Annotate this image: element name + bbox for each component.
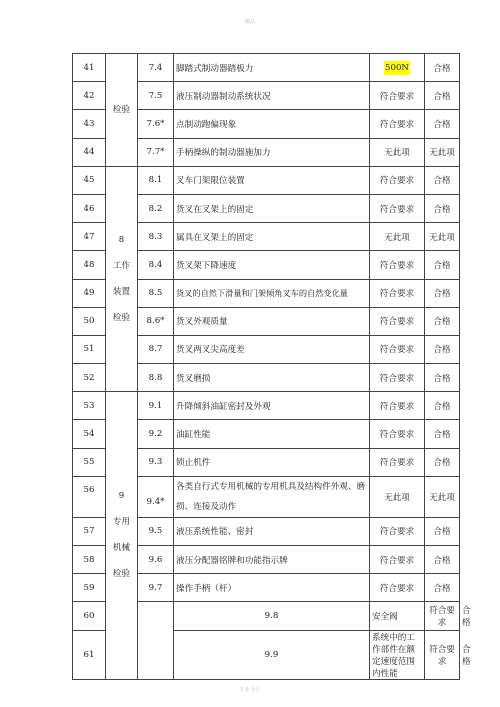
row-number: 53 xyxy=(73,392,106,420)
row-number: 48 xyxy=(73,251,106,279)
table-row xyxy=(73,392,460,420)
row-number: 47 xyxy=(73,223,106,251)
table-row xyxy=(73,166,460,194)
row-number: 49 xyxy=(73,279,106,307)
item-code: 9.2 xyxy=(138,420,174,448)
requirement-cell: 符合要求 xyxy=(370,166,425,194)
item-code: 8.6* xyxy=(138,307,174,335)
requirement-cell: 符合要求 xyxy=(370,448,425,476)
item-name: 液压制动器制动系统状况 xyxy=(174,82,370,110)
requirement-cell: 符合要求 xyxy=(370,335,425,363)
item-name: 锁止机件 xyxy=(174,448,370,476)
item-name: 货叉在叉架上的固定 xyxy=(174,194,370,222)
result-cell: 合格 xyxy=(425,364,460,392)
row-number: 51 xyxy=(73,335,106,363)
requirement-value-highlighted: 500N xyxy=(385,62,409,73)
category-label: 检验 xyxy=(112,104,131,115)
row-number: 41 xyxy=(73,54,106,82)
result-cell: 合格 xyxy=(425,392,460,420)
requirement-cell: 符合要求 xyxy=(370,517,425,545)
item-code: 7.7* xyxy=(138,138,174,166)
result-cell: 合格 xyxy=(425,546,460,574)
row-number: 43 xyxy=(73,110,106,138)
requirement-cell: 符合要求 xyxy=(370,194,425,222)
item-code: 8.5 xyxy=(138,279,174,307)
result-cell: 合格 xyxy=(425,54,460,82)
requirement-cell: 符合要求 xyxy=(370,574,425,602)
requirement-cell: 符合要求 xyxy=(370,420,425,448)
row-number: 52 xyxy=(73,364,106,392)
row-number: 59 xyxy=(73,574,106,602)
row-number: 44 xyxy=(73,138,106,166)
requirement-cell: 符合要求 xyxy=(425,602,460,630)
item-code: 7.5 xyxy=(138,82,174,110)
item-name: 货叉的自然下滑量和门架倾角叉车的自然变化量 xyxy=(174,279,370,307)
page-header-text: 精品 xyxy=(244,19,255,25)
item-name: 系统中的工作部件在额定速度范围内性能 xyxy=(370,630,425,679)
result-cell: 无此项 xyxy=(425,223,460,251)
row-number: 61 xyxy=(73,630,106,679)
item-code: 9.3 xyxy=(138,448,174,476)
requirement-cell: 符合要求 xyxy=(370,307,425,335)
result-cell: 合格 xyxy=(425,279,460,307)
row-number: 45 xyxy=(73,166,106,194)
requirement-cell xyxy=(370,54,425,82)
item-name: 货叉磨损 xyxy=(174,364,370,392)
page-footer-text: 专业 专注 xyxy=(239,687,261,693)
item-name: 叉车门架限位装置 xyxy=(174,166,370,194)
result-cell: 无此项 xyxy=(425,476,460,517)
result-cell: 合格 xyxy=(425,307,460,335)
item-code: 9.1 xyxy=(138,392,174,420)
item-name: 货叉外观质量 xyxy=(174,307,370,335)
item-name: 各类自行式专用机械的专用机具及结构件外观、磨损、连接及动作 xyxy=(174,476,370,517)
item-code: 9.8 xyxy=(174,602,370,630)
result-cell: 合格 xyxy=(425,110,460,138)
result-cell: 合格 xyxy=(425,448,460,476)
category-label: 8 工作 装置 检验 xyxy=(112,235,131,323)
result-cell: 无此项 xyxy=(425,138,460,166)
category-label: 9 专用 机械 检验 xyxy=(112,491,131,580)
result-cell: 合格 xyxy=(425,517,460,545)
requirement-cell: 无此项 xyxy=(370,138,425,166)
item-code: 8.7 xyxy=(138,335,174,363)
item-name: 升降倾斜油缸密封及外观 xyxy=(174,392,370,420)
item-code: 9.6 xyxy=(138,546,174,574)
requirement-cell: 符合要求 xyxy=(370,251,425,279)
requirement-cell: 符合要求 xyxy=(370,110,425,138)
item-code: 8.8 xyxy=(138,364,174,392)
row-number: 57 xyxy=(73,517,106,545)
table-row: 60 9.8 安全阀 符合要求 合格 xyxy=(73,602,460,630)
row-number: 50 xyxy=(73,307,106,335)
item-code: 8.2 xyxy=(138,194,174,222)
result-cell: 合格 xyxy=(425,166,460,194)
item-code: 9.9 xyxy=(174,630,370,679)
table-row: 61 9.9 系统中的工作部件在额定速度范围内性能 符合要求 合格 xyxy=(73,630,460,679)
item-name: 货叉架下降速度 xyxy=(174,251,370,279)
item-code: 8.4 xyxy=(138,251,174,279)
item-name: 安全阀 xyxy=(370,602,425,630)
inspection-table xyxy=(72,53,471,680)
requirement-cell: 符合要求 xyxy=(370,546,425,574)
result-cell: 合格 xyxy=(425,574,460,602)
result-cell: 合格 xyxy=(425,82,460,110)
item-name: 操作手柄（杆） xyxy=(174,574,370,602)
requirement-cell: 符合要求 xyxy=(370,392,425,420)
result-cell: 合格 xyxy=(425,420,460,448)
result-cell: 合格 xyxy=(425,251,460,279)
result-cell: 合格 xyxy=(425,194,460,222)
result-cell: 合格 xyxy=(425,335,460,363)
row-number: 55 xyxy=(73,448,106,476)
item-code: 8.3 xyxy=(138,223,174,251)
item-code: 9.7 xyxy=(138,574,174,602)
requirement-cell: 符合要求 xyxy=(370,279,425,307)
item-name: 货叉两叉尖高度差 xyxy=(174,335,370,363)
row-number: 60 xyxy=(73,602,106,630)
item-name: 手柄操纵的制动器施加力 xyxy=(174,138,370,166)
requirement-cell: 无此项 xyxy=(370,476,425,517)
row-number: 42 xyxy=(73,82,106,110)
requirement-cell: 符合要求 xyxy=(425,630,460,679)
item-name: 点制动跑偏现象 xyxy=(174,110,370,138)
item-name: 油缸性能 xyxy=(174,420,370,448)
category-cell xyxy=(106,54,138,167)
item-name: 液压分配器铭牌和功能指示牌 xyxy=(174,546,370,574)
row-number: 56 xyxy=(73,476,106,517)
row-number: 58 xyxy=(73,546,106,574)
row-number: 46 xyxy=(73,194,106,222)
category-cell xyxy=(106,392,138,679)
item-code: 9.5 xyxy=(138,517,174,545)
item-name: 属具在叉架上的固定 xyxy=(174,223,370,251)
item-code: 7.4 xyxy=(138,54,174,82)
table-row xyxy=(73,54,460,82)
row-number: 54 xyxy=(73,420,106,448)
category-cell xyxy=(138,602,174,679)
requirement-cell: 无此项 xyxy=(370,223,425,251)
item-code: 9.4* xyxy=(138,476,174,517)
item-code: 7.6* xyxy=(138,110,174,138)
item-code: 8.1 xyxy=(138,166,174,194)
requirement-cell: 符合要求 xyxy=(370,82,425,110)
item-name: 脚踏式制动器踏板力 xyxy=(174,54,370,82)
item-name: 液压系统性能、密封 xyxy=(174,517,370,545)
requirement-cell: 符合要求 xyxy=(370,364,425,392)
category-cell xyxy=(106,166,138,392)
